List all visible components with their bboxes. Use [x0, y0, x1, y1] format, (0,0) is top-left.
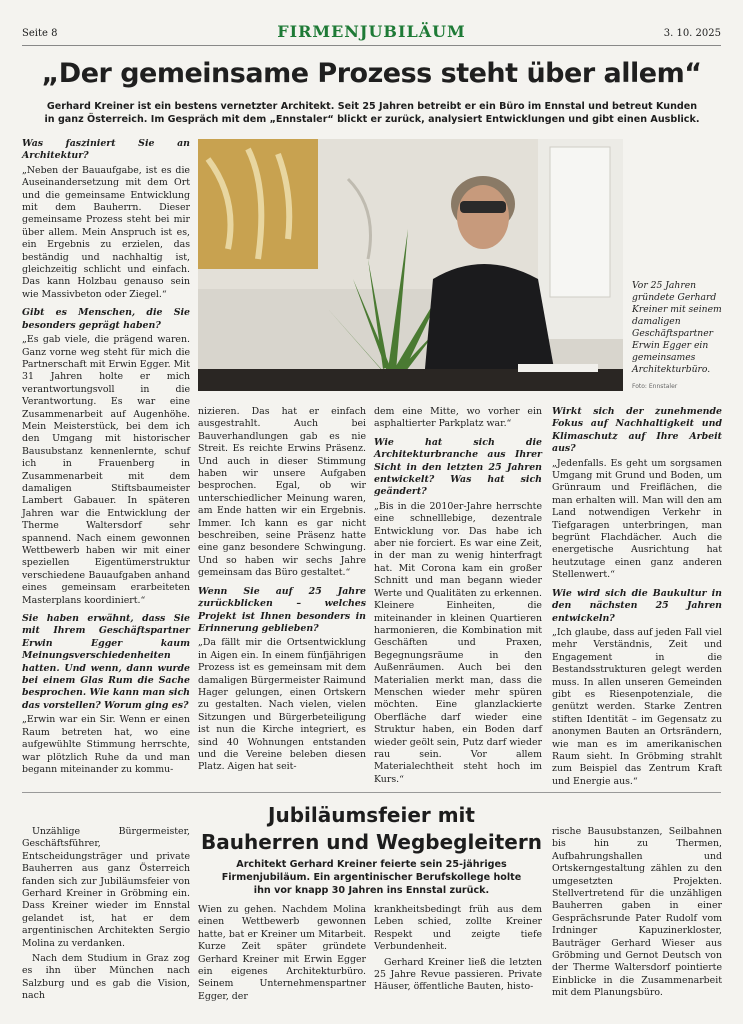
answer: „Jedenfalls. Es geht um sorgsamen Umgang mit Grund und Boden, um Grünraum und Freiflächen, die man erhalten will. Man will den am Land notwendigen Verkehr in Tiefgaragen unterbringen, man begrünt Flachdächer. Auch die energetische Ausrichtung hat heutzutage einen ganz anderen Stellenwert.“ — [552, 457, 722, 581]
article2-headline-line-1: Jubiläumsfeier mit — [268, 803, 475, 827]
question: Wenn Sie auf 25 Jahre zurückblicken – welches Projekt ist Ihnen besonders in Erinnerung geblieben? — [198, 585, 366, 634]
article-headline: „Der gemeinsame Prozess steht über allem“ — [41, 58, 702, 89]
article-column-2 — [198, 406, 366, 777]
question: Wie hat sich die Architekturbranche aus Ihrer Sicht in den letzten 25 Jahren entwickelt? Was hat sich geändert? — [374, 436, 542, 498]
question: Sie haben erwähnt, dass Sie mit Ihrem Geschäftspartner Erwin Egger kaum Meinungsverschiedenheiten hatten. Und wenn, dann wurde bei einem Glas Rum die Sache besprochen. Wie kann man sich das vorstellen? Worum ging es? — [22, 613, 190, 711]
answer: „Erwin war ein Sir. Wenn er einen Raum betreten hat, wo eine aufgewühlte Stimmung herrschte, war plötzlich Ruhe da und man begann miteinander zu kommu- — [22, 714, 190, 775]
article2-column-3 — [374, 904, 542, 997]
paragraph: rische Bausubstanzen, Seilbahnen bis hin zu Thermen, Aufbahrungshallen und Ortskerngestaltung zählen zu den umgesetzten Projekten. Stellvertretend für die unzähligen Bauherren gaben in einer Gesprächsrunde Pater Rudolf vom Irdninger Kapuzinerkloster, Bauträger Gerhard Wieser aus Gröbming und Gernot Deutsch von der Therme Waltersdorf pointierte Einblicke in die Zusammenarbeit mit dem Planungsbüro. — [552, 826, 722, 999]
paragraph: Unzählige Bürgermeister, Geschäftsführer, Entscheidungsträger und private Bauherren aus ganz Österreich fanden sich zur Jubiläumsfeier von Gerhard Kreiner in Gröbming ein. Dass Kreiner wieder im Ennstal gelandet ist, hat er dem argentinischen Architekten Sergio Molina zu verdanken. — [22, 826, 190, 949]
answer-continued: dem eine Mitte, wo vorher ein asphaltierter Parkplatz war.“ — [374, 406, 542, 430]
answer: „Es gab viele, die prägend waren. Ganz vorne weg steht für mich die Partnerschaft mit Erwin Egger. Mit 31 Jahren holte er mich verantwortungsvoll in die Verantwortung. Es war eine Zusammenarbeit auf Augenhöhe. Mein Meisterstück, bei dem ich den Umgang mit historischer Bausubstanz kennenlernte, schuf ich in Frauenberg in Zusammenarbeit mit dem damaligen Stiftsbaumeister Lambert Gabauer. In späteren Jahren war die Entwicklung der Therme Waltersdorf sehr spannend. Nach einem gewonnen Wettbewerb haben wir mit einer speziellen Eigentümerstruktur verschiedene Bauaufgaben anhand eines gemeinsam erarbeiteten Masterplans koordiniert.“ — [22, 334, 190, 606]
article2-column-2 — [198, 904, 366, 1006]
section-rule — [22, 792, 721, 793]
article2-column-4 — [552, 826, 722, 1003]
section-title: FIRMENJUBILÄUM — [277, 22, 466, 41]
answer: „Da fällt mir die Ortsentwicklung in Aigen ein. In einem fünfjährigen Prozess ist es gemeinsam mit dem damaligen Bürgermeister Raimund Hager gelungen, einen Ortskern zu gestalten. Nach vielen, vielen Sitzungen und Bürgerbeteiligung ist nun die Kirche integriert, es sind 40 Wohnungen entstanden und die Vereine beleben diesen Platz. Aigen hat seit- — [198, 637, 366, 773]
answer: „Neben der Bauaufgabe, ist es die Auseinandersetzung mit dem Ort und die gemeinsame Entwicklung mit dem Bauherrn. Dieser gemeinsame Prozess steht bei mir über allem. Mein Anspruch ist es, ein Ergebnis zu erzielen, das beständig und nachhaltig ist, gleichzeitig schlicht und einfach. Das kann Holzbau genauso sein wie Massivbeton oder Ziegel.“ — [22, 164, 190, 300]
article-column-1 — [22, 138, 190, 779]
article2-headline — [198, 802, 545, 856]
paragraph: Nach dem Studium in Graz zog es ihn über München nach Salzburg und es gab die Vision, nach — [22, 953, 190, 1002]
header-rule — [22, 45, 721, 46]
question: Wirkt sich der zunehmende Fokus auf Nachhaltigkeit und Klimaschutz auf Ihre Arbeit aus? — [552, 406, 722, 455]
answer: „Bis in die 2010er-Jahre herrschte eine schnelllebige, dezentrale Entwicklung vor. Das habe ich aber nie forciert. Es war eine Zeit, in der man zu wenig hinterfragt hat. Mit Corona kam ein großer Schnitt und man begann wieder Werte und Qualitäten zu erkennen. Kleinere Einheiten, die miteinander in kleinen Quartieren harmonieren, die Kombination mit Geschäften und Praxen, Begegnungsräume in den Außenräumen. Auch bei den Materialien merkt man, dass die Menschen wieder mehr spüren möchten. Eine glanzlackierte Oberfläche darf wieder eine Struktur haben, ein Boden darf wieder geölt sein, Putz darf wieder rau sein. Vor allem Materialechtheit steht hoch im Kurs.“ — [374, 500, 542, 785]
photo-credit: Foto: Ennstaler — [632, 383, 678, 390]
paragraph: krankheitsbedingt früh aus dem Leben schied, zollte Kreiner Respekt und zeigte tiefe Verbundenheit. — [374, 904, 542, 953]
answer: „Ich glaube, dass auf jeden Fall viel mehr Verständnis, Zeit und Engagement in die Bestandsstrukturen gelegt werden muss. In allen unseren Gemeinden gibt es Riesenpotenziale, die genützt werden. Starke Zentren stiften Identität – im Gegensatz zu anonymen Bauten an Ortsrändern, wie man es im amerikanischen Raum sieht. In Gröbming strahlt zum Beispiel das Zentrum Kraft und Energie aus.“ — [552, 626, 722, 787]
page-header — [22, 22, 721, 44]
question: Was fasziniert Sie an Architektur? — [22, 138, 190, 162]
article-column-3 — [374, 406, 542, 789]
article2-headline-line-2: Bauherren und Wegbegleitern — [201, 830, 542, 854]
photo-caption: Vor 25 Jahren gründete Gerhard Kreiner mit seinem damaligen Geschäftspartner Erwin Egger ein gemeinsames Architekturbüro. — [632, 280, 722, 375]
paragraph: Wien zu gehen. Nachdem Molina einen Wettbewerb gewonnen hatte, bat er Kreiner um Mitarbeit. Kurze Zeit später gründete Gerhard Kreiner mit Erwin Egger ein eigenes Architekturbüro. Seinem Unternehmenspartner Egger, der — [198, 904, 366, 1002]
question: Wie wird sich die Baukultur in den nächsten 25 Jahren entwickeln? — [552, 587, 722, 624]
portrait-photo-image — [198, 139, 623, 391]
issue-date: 3. 10. 2025 — [663, 28, 721, 39]
article2-subheadline: Architekt Gerhard Kreiner feierte sein 25-jähriges Firmenjubiläum. Ein argentinischer Berufskollege holte ihn vor knapp 30 Jahren ins Ennstal zurück. — [221, 859, 522, 896]
page-number: Seite 8 — [22, 28, 58, 39]
article2-column-1 — [22, 826, 190, 1006]
article-photo — [198, 139, 623, 391]
answer-continued: nizieren. Das hat er einfach ausgestrahlt. Auch bei Bauverhandlungen gab es nie Streit. Es reichte Erwins Präsenz. Und auch in dieser Stimmung haben wir unsere Aufgaben besprochen. Egal, ob wir unterschiedlicher Meinung waren, am Ende hatten wir ein Ergebnis. Immer. Ich kann es gar nicht beschreiben, seine Präsenz hatte eine ganz besondere Schwingung. Und so haben wir sechs Jahre gemeinsam das Büro gestaltet.“ — [198, 406, 366, 579]
article-column-4 — [552, 406, 722, 791]
question: Gibt es Menschen, die Sie besonders geprägt haben? — [22, 307, 190, 331]
paragraph: Gerhard Kreiner ließ die letzten 25 Jahre Revue passieren. Private Häuser, öffentliche Bauten, histo- — [374, 956, 542, 993]
article-lead: Gerhard Kreiner ist ein bestens vernetzter Architekt. Seit 25 Jahren betreibt er ein Büro im Ennstal und betreut Kunden in ganz Österreich. Im Gespräch mit dem „Ennstaler“ blickt er zurück, analysiert Entwicklungen und gibt einen Ausblick. — [44, 101, 700, 125]
